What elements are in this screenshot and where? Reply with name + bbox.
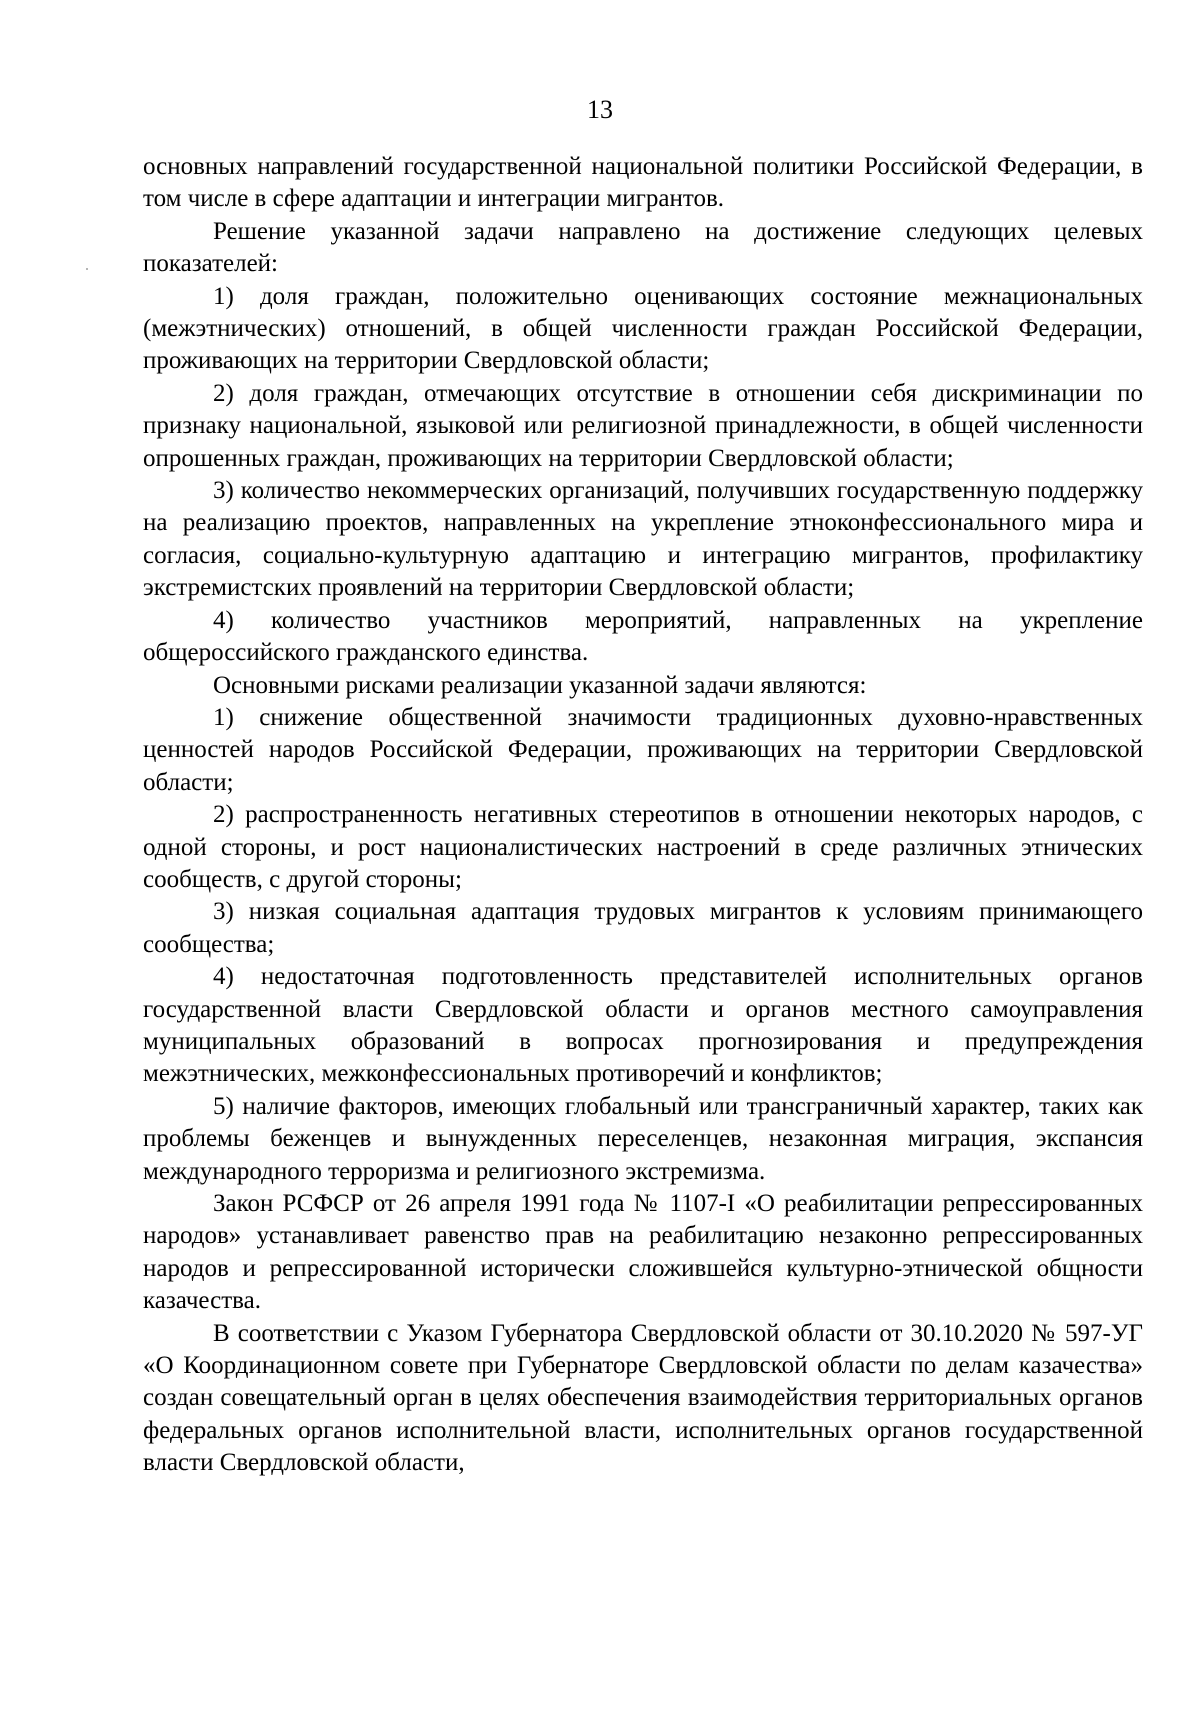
paragraph-risks-intro: Основными рисками реализации указанной задачи являются: — [213, 671, 867, 699]
list-item-risk-4: 4) недостаточная подготовленность представителей исполнительных органов государственной власти Свердловской области и органов местного самоуправления муниципальных образований в вопросах прогнозирования и предупреждения межэтнических, межконфессиональных противоречий и конфликтов; — [143, 963, 1143, 1088]
list-item-indicator-4: 4) количество участников мероприятий, направленных на укрепление общероссийского гражданского единства. — [143, 606, 1143, 667]
scan-artifact — [86, 268, 88, 270]
list-item-risk-2: 2) распространенность негативных стереотипов в отношении некоторых народов, с одной стороны, и рост националистических настроений в среде различных этнических сообществ, с другой стороны; — [143, 801, 1143, 893]
list-item-indicator-3: 3) количество некоммерческих организаций, получивших государственную поддержку на реализацию проектов, направленных на укрепление этноконфессионального мира и согласия, социально-культурную адаптацию и интеграцию мигрантов, профилактику экстремистских проявлений на территории Свердловской области; — [143, 477, 1143, 602]
list-item-indicator-2: 2) доля граждан, отмечающих отсутствие в отношении себя дискриминации по признаку национальной, языковой или религиозной принадлежности, в общей численности опрошенных граждан, проживающих на территории Свердловской области; — [143, 379, 1143, 472]
paragraph-indicators-intro: Решение указанной задачи направлено на достижение следующих целевых показателей: — [143, 217, 1143, 278]
document-body — [143, 151, 1143, 1480]
list-item-risk-3: 3) низкая социальная адаптация трудовых мигрантов к условиям принимающего сообщества; — [143, 898, 1143, 958]
list-item-risk-5: 5) наличие факторов, имеющих глобальный или трансграничный характер, таких как проблемы беженцев и вынужденных переселенцев, незаконная миграция, экспансия международного терроризма и религиозного экстремизма. — [143, 1092, 1143, 1185]
list-item-indicator-1: 1) доля граждан, положительно оценивающих состояние межнациональных (межэтнических) отношений, в общей численности граждан Российской Федерации, проживающих на территории Свердловской области; — [143, 282, 1143, 375]
page-number: 13 — [587, 95, 613, 124]
paragraph-rsfsr-law: Закон РСФСР от 26 апреля 1991 года № 1107-I «О реабилитации репрессированных народов» устанавливает равенство прав на реабилитацию незаконно репрессированных народов и репрессированной исторически сложившейся культурно-этнической общности казачества. — [143, 1190, 1143, 1315]
paragraph-governor-decree: В соответствии с Указом Губернатора Свердловской области от 30.10.2020 № 597-УГ «О Координационном совете при Губернаторе Свердловской области по делам казачества» создан совещательный орган в целях обеспечения взаимодействия территориальных органов федеральных органов исполнительной власти, исполнительных органов государственной власти Свердловской области, — [143, 1319, 1143, 1477]
paragraph-continuation: основных направлений государственной национальной политики Российской Федерации, в том числе в сфере адаптации и интеграции мигрантов. — [143, 153, 1143, 213]
list-item-risk-1: 1) снижение общественной значимости традиционных духовно-нравственных ценностей народов Российской Федерации, проживающих на территории Свердловской области; — [143, 703, 1143, 796]
